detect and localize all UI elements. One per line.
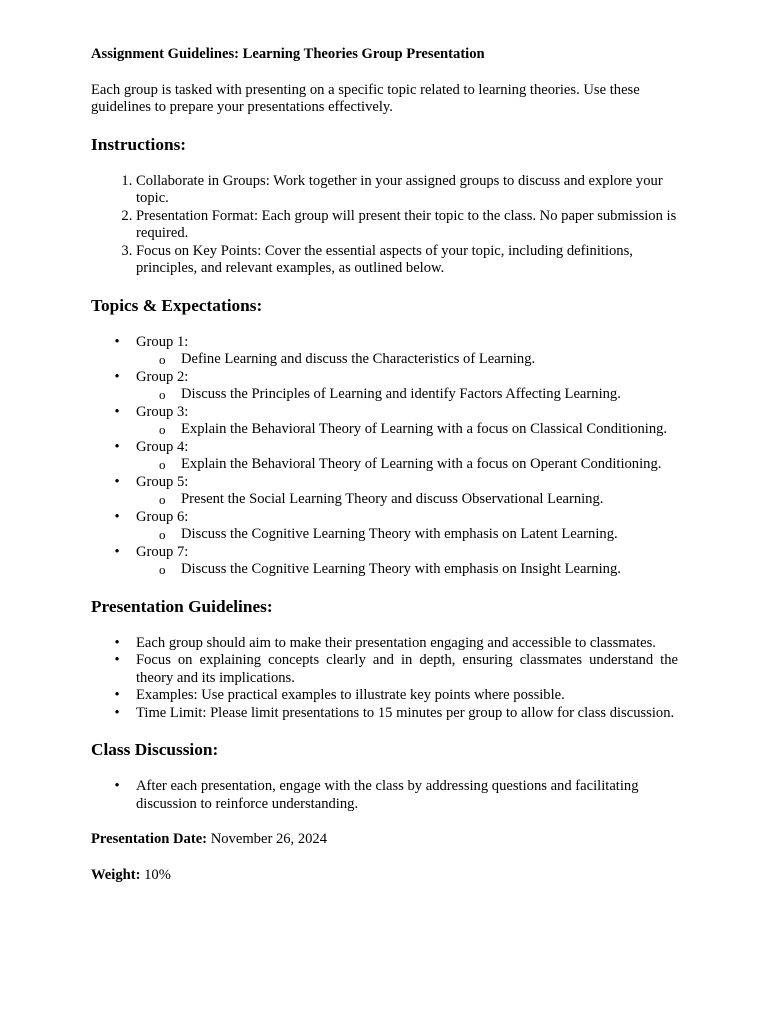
sub-bullet-icon: o xyxy=(159,387,166,402)
guidelines-heading: Presentation Guidelines: xyxy=(91,596,273,616)
instructions-list xyxy=(91,173,678,278)
instruction-item: 3. Focus on Key Points: Cover the essential aspects of your topic, including definitions, principles, and relevant examples, as outlined below. xyxy=(136,243,678,278)
guideline-text: Examples: Use practical examples to illustrate key points where possible. xyxy=(136,687,565,703)
instruction-item: 1. Collaborate in Groups: Work together in your assigned groups to discuss and explore your topic. xyxy=(136,173,678,208)
document-title: Assignment Guidelines: Learning Theories Group Presentation xyxy=(91,46,485,62)
group-task-text: Explain the Behavioral Theory of Learning with a focus on Classical Conditioning. xyxy=(181,421,668,437)
weight-label: Weight: xyxy=(91,866,141,883)
bullet-icon: • xyxy=(114,652,120,668)
intro-paragraph: Each group is tasked with presenting on a specific topic related to learning theories. Use these guidelines to prepare your presentations effectively. xyxy=(91,81,640,115)
guideline-text: Each group should aim to make their presentation engaging and accessible to classmates. xyxy=(136,634,656,651)
group-item xyxy=(91,474,678,509)
discussion-text: After each presentation, engage with the class by addressing questions and facilitating discussion to reinforce understanding. xyxy=(136,778,639,812)
topics-list xyxy=(91,334,678,579)
bullet-icon: • xyxy=(114,403,120,420)
discussion-item xyxy=(91,778,678,813)
weight xyxy=(91,867,678,885)
group-name: Group 5: xyxy=(136,473,189,490)
group-name: Group 2: xyxy=(136,368,189,385)
sub-bullet-icon: o xyxy=(159,562,166,577)
instructions-heading: Instructions: xyxy=(91,134,187,154)
document-body xyxy=(91,46,678,884)
sub-bullet-icon: o xyxy=(159,422,166,437)
group-item xyxy=(91,369,678,404)
bullet-icon: • xyxy=(114,368,120,385)
group-name: Group 3: xyxy=(136,403,189,420)
guideline-item xyxy=(91,652,678,687)
group-item xyxy=(91,334,678,369)
bullet-icon: • xyxy=(114,473,120,490)
bullet-icon: • xyxy=(114,778,120,794)
bullet-icon: • xyxy=(114,333,120,350)
topics-heading: Topics & Expectations: xyxy=(91,295,263,315)
group-name: Group 1: xyxy=(136,333,189,350)
group-name: Group 4: xyxy=(136,438,189,455)
presentation-date xyxy=(91,831,678,849)
group-task xyxy=(136,561,678,579)
bullet-icon: • xyxy=(114,508,120,525)
group-task xyxy=(136,421,678,439)
bullet-icon: • xyxy=(114,438,120,455)
bullet-icon: • xyxy=(114,543,120,560)
presentation-date-value: November 26, 2024 xyxy=(210,831,328,847)
group-task-text: Present the Social Learning Theory and discuss Observational Learning. xyxy=(181,491,604,507)
group-task-text: Define Learning and discuss the Characteristics of Learning. xyxy=(181,351,536,367)
group-task xyxy=(136,491,678,509)
group-name: Group 7: xyxy=(136,543,189,560)
discussion-list xyxy=(91,778,678,813)
group-task xyxy=(136,351,678,369)
group-task xyxy=(136,386,678,404)
group-task-text: Discuss the Principles of Learning and identify Factors Affecting Learning. xyxy=(181,386,621,402)
guideline-item xyxy=(91,705,678,723)
weight-value: 10% xyxy=(144,866,171,883)
sub-bullet-icon: o xyxy=(159,352,166,367)
sub-bullet-icon: o xyxy=(159,527,166,542)
bullet-icon: • xyxy=(114,687,120,703)
sub-bullet-icon: o xyxy=(159,492,166,507)
discussion-heading: Class Discussion: xyxy=(91,740,219,759)
guideline-text: Time Limit: Please limit presentations to 15 minutes per group to allow for class discussion. xyxy=(136,704,675,721)
bullet-icon: • xyxy=(114,704,120,721)
group-task-text: Explain the Behavioral Theory of Learning with a focus on Operant Conditioning. xyxy=(181,456,662,472)
group-item xyxy=(91,439,678,474)
group-item xyxy=(91,544,678,579)
group-task-text: Discuss the Cognitive Learning Theory with emphasis on Latent Learning. xyxy=(181,526,618,542)
guideline-item xyxy=(91,687,678,705)
group-task xyxy=(136,456,678,474)
presentation-date-label: Presentation Date: xyxy=(91,831,208,847)
group-item xyxy=(91,404,678,439)
guideline-item xyxy=(91,635,678,653)
instruction-item: 2. Presentation Format: Each group will present their topic to the class. No paper submission is required. xyxy=(136,208,678,243)
group-item xyxy=(91,509,678,544)
bullet-icon: • xyxy=(114,634,120,651)
group-name: Group 6: xyxy=(136,508,189,525)
group-task-text: Discuss the Cognitive Learning Theory with emphasis on Insight Learning. xyxy=(181,561,621,577)
guideline-text: Focus on explaining concepts clearly and in depth, ensuring classmates understand the theory and its implications. xyxy=(136,652,678,686)
sub-bullet-icon: o xyxy=(159,457,166,472)
guidelines-list xyxy=(91,635,678,723)
group-task xyxy=(136,526,678,544)
